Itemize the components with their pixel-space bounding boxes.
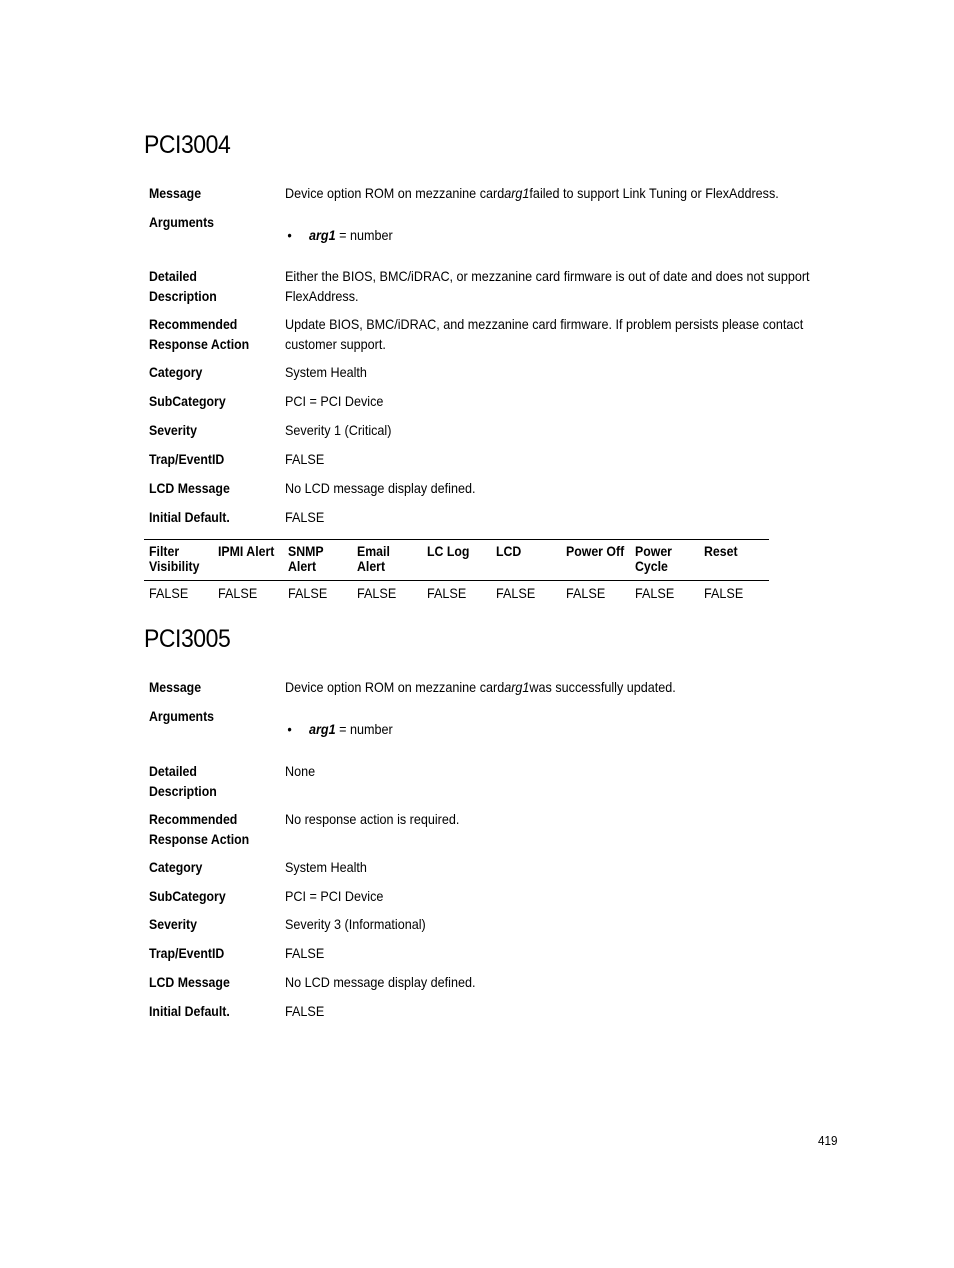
message-prefix: Device option ROM on mezzanine card: [285, 185, 505, 201]
label-line: Detailed: [149, 268, 197, 284]
recommended-action-label: [149, 315, 263, 354]
table-cell: FALSE: [635, 585, 675, 601]
subcategory-label: SubCategory: [149, 888, 226, 904]
severity-value: Severity 1 (Critical): [285, 422, 392, 438]
table-cell: FALSE: [427, 585, 467, 601]
label-line: Response Action: [149, 830, 250, 847]
header-line: Power: [635, 543, 672, 559]
recommended-action-value: Update BIOS, BMC/iDRAC, and mezzanine card firmware. If problem persists please contact customer support.: [285, 316, 804, 352]
detailed-description-label: [149, 267, 263, 306]
table-cell: FALSE: [149, 585, 189, 601]
initial-default-label: Initial Default.: [149, 509, 230, 525]
header-reset: [704, 544, 738, 559]
header-power-off: [566, 544, 624, 559]
header-line: Power Off: [566, 543, 625, 559]
header-ipmi-alert: [218, 544, 274, 559]
header-line: Email: [357, 543, 390, 559]
argument-value: = number: [335, 721, 393, 737]
header-lc-log: [427, 544, 469, 559]
header-line: Cycle: [635, 557, 668, 574]
header-snmp-alert: [288, 544, 324, 573]
category-label: Category: [149, 859, 203, 875]
header-line: Visibility: [149, 557, 200, 574]
argument-item: [287, 226, 393, 246]
detailed-description-label: [149, 762, 263, 801]
header-line: Filter: [149, 543, 180, 559]
message-prefix: Device option ROM on mezzanine card: [285, 679, 505, 695]
trap-label: Trap/EventID: [149, 945, 225, 961]
message-suffix: failed to support Link Tuning or FlexAddress.: [529, 185, 779, 201]
table-cell: FALSE: [357, 585, 397, 601]
header-email-alert: [357, 544, 390, 573]
detailed-description-value: Either the BIOS, BMC/iDRAC, or mezzanine card firmware is out of date and does not support FlexAddress.: [285, 268, 810, 304]
message-arg: arg1: [504, 185, 530, 201]
bullet-icon: •: [287, 227, 292, 243]
entry-title: PCI3004: [144, 131, 231, 159]
label-line: Recommended: [149, 811, 238, 827]
message-value: [285, 678, 830, 698]
argument-item: [287, 720, 393, 740]
header-line: Alert: [357, 557, 386, 574]
table-cell: FALSE: [566, 585, 606, 601]
detailed-description-value: None: [285, 763, 316, 779]
initial-default-label: Initial Default.: [149, 1003, 230, 1019]
bullet-icon: •: [287, 721, 292, 737]
lcd-message-value: No LCD message display defined.: [285, 974, 476, 990]
lcd-message-label: LCD Message: [149, 974, 230, 990]
message-label: Message: [149, 185, 202, 201]
trap-value: FALSE: [285, 451, 325, 467]
label-line: Description: [149, 782, 217, 799]
subcategory-label: SubCategory: [149, 393, 226, 409]
header-line: LCD: [496, 543, 522, 559]
lcd-message-value: No LCD message display defined.: [285, 480, 476, 496]
recommended-action-value: No response action is required.: [285, 811, 460, 827]
category-label: Category: [149, 364, 203, 380]
entry-title: PCI3005: [144, 625, 231, 653]
subcategory-value: PCI = PCI Device: [285, 393, 384, 409]
severity-value: Severity 3 (Informational): [285, 916, 426, 932]
header-line: LC Log: [427, 543, 470, 559]
header-line: Reset: [704, 543, 738, 559]
message-label: Message: [149, 679, 202, 695]
initial-default-value: FALSE: [285, 509, 325, 525]
header-line: IPMI Alert: [218, 543, 275, 559]
table-cell: FALSE: [496, 585, 536, 601]
argument-name: arg1: [309, 721, 336, 737]
label-line: Response Action: [149, 335, 250, 352]
trap-value: FALSE: [285, 945, 325, 961]
arguments-label: Arguments: [149, 708, 215, 724]
recommended-action-label: [149, 810, 263, 849]
message-suffix: was successfully updated.: [529, 679, 676, 695]
category-value: System Health: [285, 859, 367, 875]
header-filter-visibility: [149, 544, 199, 573]
header-power-cycle: [635, 544, 672, 573]
label-line: Recommended: [149, 316, 238, 332]
trap-label: Trap/EventID: [149, 451, 225, 467]
category-value: System Health: [285, 364, 367, 380]
table-cell: FALSE: [704, 585, 744, 601]
subcategory-value: PCI = PCI Device: [285, 888, 384, 904]
page-number: 419: [818, 1133, 838, 1148]
table-cell: FALSE: [288, 585, 328, 601]
label-line: Detailed: [149, 763, 197, 779]
message-value: [285, 184, 830, 204]
initial-default-value: FALSE: [285, 1003, 325, 1019]
header-line: Alert: [288, 557, 317, 574]
header-line: SNMP: [288, 543, 324, 559]
header-lcd: [496, 544, 521, 559]
severity-label: Severity: [149, 422, 197, 438]
message-arg: arg1: [504, 679, 530, 695]
argument-name: arg1: [309, 227, 336, 243]
label-line: Description: [149, 287, 217, 304]
table-cell: FALSE: [218, 585, 258, 601]
arguments-label: Arguments: [149, 214, 215, 230]
lcd-message-label: LCD Message: [149, 480, 230, 496]
argument-value: = number: [335, 227, 393, 243]
severity-label: Severity: [149, 916, 197, 932]
